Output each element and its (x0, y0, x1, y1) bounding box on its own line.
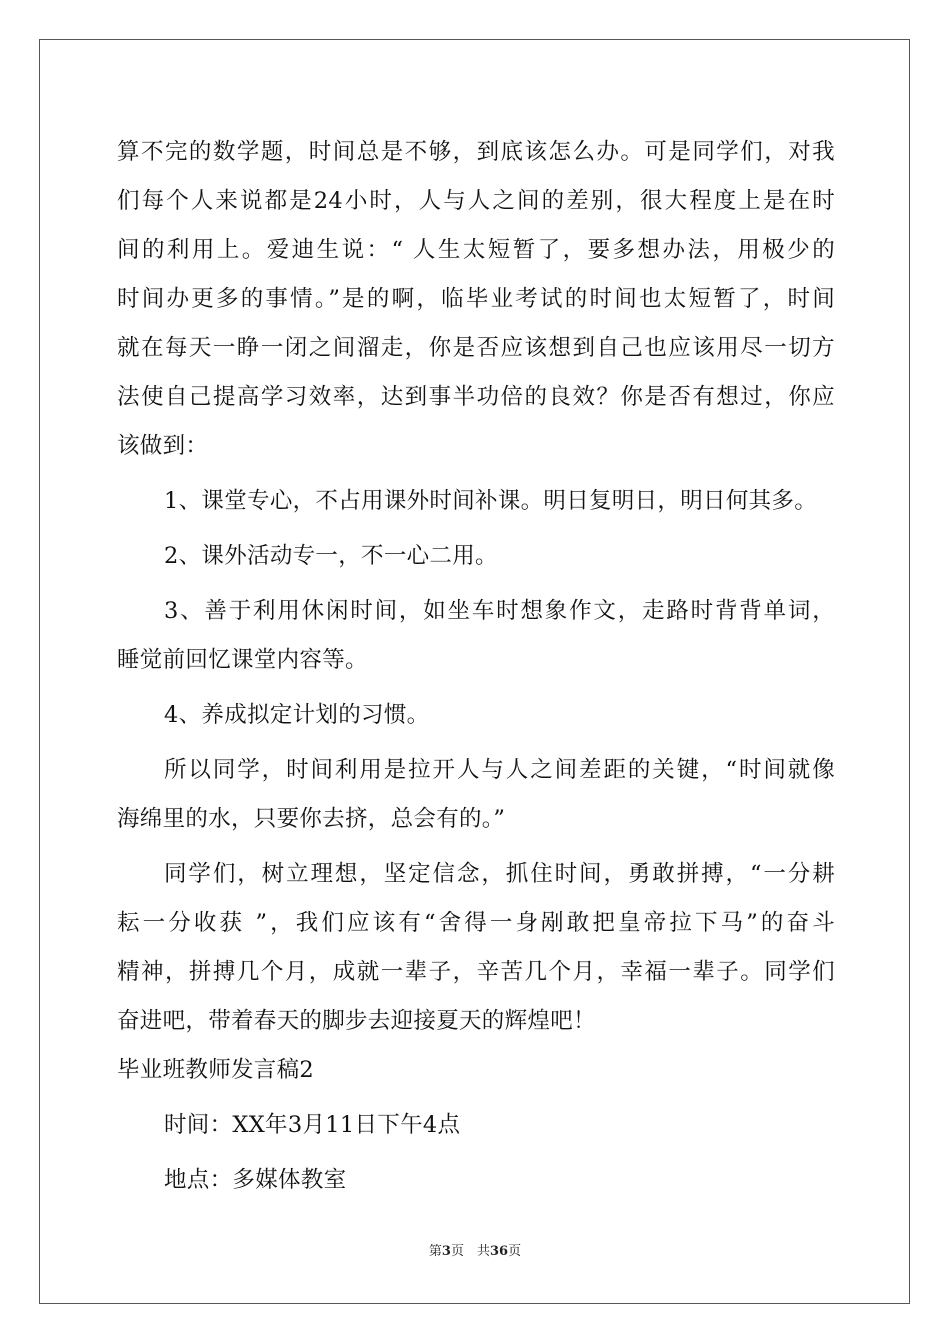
body-line: 法使自己提高学习效率，达到事半功倍的良效？你是否有想过，你应 (117, 384, 835, 410)
meta-location: 地点：多媒体教室 (164, 1167, 347, 1193)
section-heading: 毕业班教师发言稿2 (117, 1057, 315, 1083)
body-line: 们每个人来说都是24小时，人与人之间的差别，很大程度上是在时 (117, 188, 835, 214)
list-item: 1、课堂专心，不占用课外时间补课。明日复明日，明日何其多。 (164, 488, 818, 514)
paragraph-line: 耘一分收获 ”，我们应该有“舍得一身剐敢把皇帝拉下马”的奋斗 (117, 910, 835, 936)
meta-time: 时间：XX年3月11日下午4点 (164, 1112, 461, 1138)
paragraph-line: 同学们，树立理想，坚定信念，抓住时间，勇敢拼搏，“一分耕 (164, 861, 835, 887)
page-label-mid: 页 共 (450, 1244, 490, 1259)
body-line: 间的利用上。爱迪生说：“ 人生太短暂了，要多想办法，用极少的 (117, 237, 835, 263)
body-line: 算不完的数学题，时间总是不够，到底该怎么办。可是同学们，对我 (117, 139, 835, 165)
list-item: 2、课外活动专一，不一心二用。 (164, 543, 498, 569)
paragraph-line: 奋进吧，带着春天的脚步去迎接夏天的辉煌吧！ (117, 1008, 596, 1034)
current-page-number: 3 (441, 1244, 451, 1259)
body-line: 就在每天一睁一闭之间溜走，你是否应该想到自己也应该用尽一切方 (117, 335, 835, 361)
document-body (117, 128, 835, 1205)
paragraph-line: 海绵里的水，只要你去挤，总会有的。” (117, 806, 506, 832)
list-item: 4、养成拟定计划的习惯。 (164, 702, 430, 728)
list-item: 3、善于利用休闲时间，如坐车时想象作文，走路时背背单词， (164, 598, 835, 624)
page-label-prefix: 第 (428, 1244, 442, 1259)
list-item-continuation: 睡觉前回忆课堂内容等。 (117, 647, 368, 673)
page-footer (0, 1240, 950, 1259)
paragraph-line: 所以同学，时间利用是拉开人与人之间差距的关键，“时间就像 (164, 757, 835, 783)
paragraph-line: 精神，拼搏几个月，成就一辈子，辛苦几个月，幸福一辈子。同学们 (117, 959, 835, 985)
page-label-suffix: 页 (508, 1244, 522, 1259)
body-line: 时间办更多的事情。”是的啊，临毕业考试的时间也太短暂了，时间 (117, 286, 835, 312)
total-pages-number: 36 (489, 1244, 509, 1259)
body-line: 该做到： (117, 433, 209, 459)
